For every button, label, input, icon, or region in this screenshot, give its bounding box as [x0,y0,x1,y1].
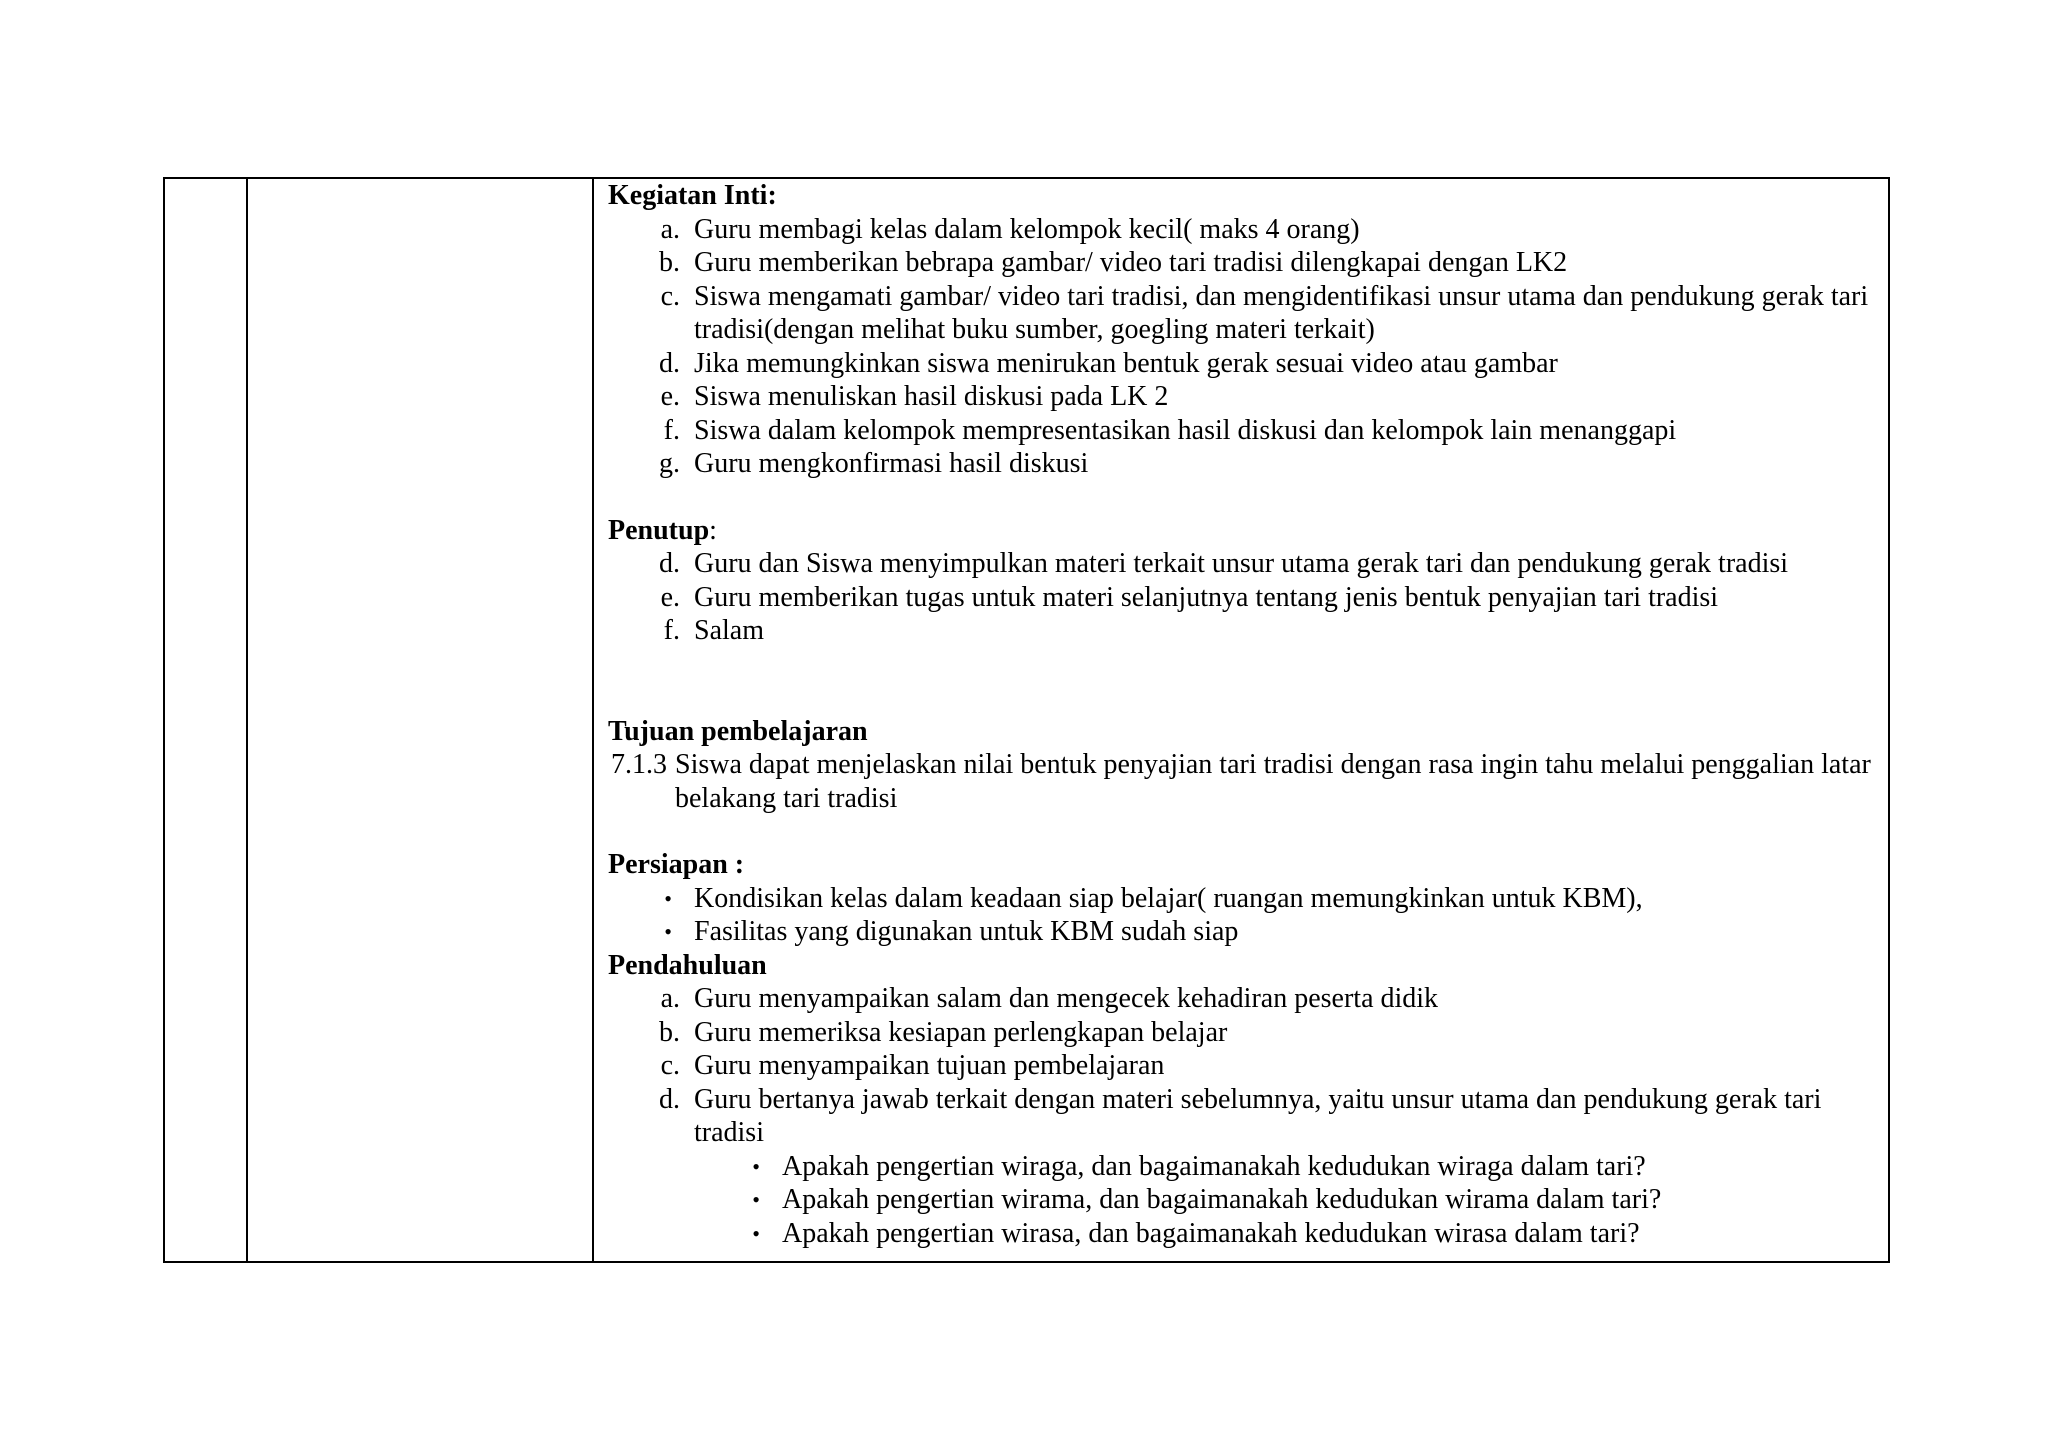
kegiatan-inti-list [608,213,1876,481]
list-item [608,982,1876,1016]
objective-text: Siswa dapat menjelaskan nilai bentuk penyajian tari tradisi dengan rasa ingin tahu melalui penggalian latar belakang tari tradisi [675,749,1871,814]
persiapan-heading: Persiapan : [608,849,745,880]
list-marker: c. [660,1050,680,1081]
list-item-text: Salam [694,615,764,646]
list-item [608,882,1876,916]
bullet-icon: • [752,1153,760,1179]
penutup-heading [608,514,1876,548]
list-item-text: Guru mengkonfirmasi hasil diskusi [694,448,1089,479]
list-marker: d. [659,1083,680,1115]
table-column-number [165,179,248,1261]
list-item-text: Guru menyampaikan salam dan mengecek kehadiran peserta didik [694,983,1439,1014]
list-item [608,1049,1876,1083]
list-item [608,915,1876,949]
list-item [608,1083,1876,1150]
list-item-text: Guru membagi kelas dalam kelompok kecil( maks 4 orang) [694,213,1360,245]
list-item-text: Siswa menuliskan hasil diskusi pada LK 2 [694,381,1169,412]
list-item-text: Kondisikan kelas dalam keadaan siap belajar( ruangan memungkinkan untuk KBM), [694,882,1643,914]
list-marker: g. [659,448,680,479]
list-item [608,1217,1876,1251]
bullet-icon: • [752,1187,760,1212]
penutup-heading-label: Penutup [608,514,710,546]
pendahuluan-heading: Pendahuluan [608,949,767,981]
objective-item [608,748,1876,815]
list-marker: c. [660,280,680,312]
bullet-icon: • [664,885,672,911]
list-marker: b. [659,1016,680,1048]
penutup-list [608,547,1876,648]
list-item-text: Guru dan Siswa menyimpulkan materi terkait unsur utama gerak tari dan pendukung gerak tradisi [694,548,1789,579]
list-item-text: Guru memberikan bebrapa gambar/ video tari tradisi dilengkapai dengan LK2 [694,247,1568,278]
list-item-text: Apakah pengertian wirasa, dan bagaimanakah kedudukan wirasa dalam tari? [782,1217,1640,1249]
lesson-plan-table [163,177,1890,1263]
list-item [608,547,1876,581]
list-item [608,581,1876,615]
list-item-text: Fasilitas yang digunakan untuk KBM sudah siap [694,916,1239,947]
list-item [608,246,1876,280]
list-item [608,347,1876,381]
list-item-text: Guru memeriksa kesiapan perlengkapan belajar [694,1016,1228,1048]
list-marker: d. [659,347,680,379]
kegiatan-inti-heading: Kegiatan Inti: [608,180,777,211]
list-item [608,414,1876,448]
list-item [608,380,1876,414]
list-marker: d. [659,548,680,579]
list-item-text: Siswa mengamati gambar/ video tari tradisi, dan mengidentifikasi unsur utama dan pendukung gerak tari tradisi(dengan melihat buku sumber, goegling materi terkait) [694,280,1869,345]
table-column-competency [248,179,594,1261]
list-item [608,447,1876,481]
list-marker: a. [660,213,680,245]
list-marker: e. [660,381,680,412]
list-marker: a. [660,983,680,1014]
list-item [608,280,1876,347]
list-item-text: Apakah pengertian wirama, dan bagaimanakah kedudukan wirama dalam tari? [782,1184,1662,1215]
list-item [608,1183,1876,1217]
list-item-text: Guru memberikan tugas untuk materi selanjutnya tentang jenis bentuk penyajian tari tradisi [694,581,1719,613]
list-marker: f. [663,414,680,446]
list-item-text: Guru menyampaikan tujuan pembelajaran [694,1050,1165,1081]
bullet-icon: • [752,1220,760,1246]
tujuan-heading: Tujuan pembelajaran [608,715,868,747]
list-marker: f. [663,615,680,646]
objective-number: 7.1.3 [611,749,667,780]
list-item [608,1150,1876,1184]
persiapan-list [608,882,1876,949]
list-item-text: Guru bertanya jawab terkait dengan materi sebelumnya, yaitu unsur utama dan pendukung gerak tari tradisi [694,1083,1822,1148]
spacer [608,815,1876,848]
bullet-icon: • [664,919,672,944]
list-marker: e. [660,581,680,613]
list-marker: b. [659,247,680,278]
list-item-text: Apakah pengertian wiraga, dan bagaimanakah kedudukan wiraga dalam tari? [782,1150,1646,1182]
table-column-activities [594,179,1888,1261]
pendahuluan-questions-list [608,1150,1876,1251]
list-item [608,1016,1876,1050]
spacer [608,481,1876,514]
list-item-text: Siswa dalam kelompok mempresentasikan hasil diskusi dan kelompok lain menanggapi [694,414,1677,446]
penutup-heading-colon: : [709,514,717,546]
list-item [608,213,1876,247]
spacer [608,648,1876,715]
list-item-text: Jika memungkinkan siswa menirukan bentuk gerak sesuai video atau gambar [694,347,1558,379]
list-item [608,614,1876,648]
pendahuluan-list [608,982,1876,1150]
